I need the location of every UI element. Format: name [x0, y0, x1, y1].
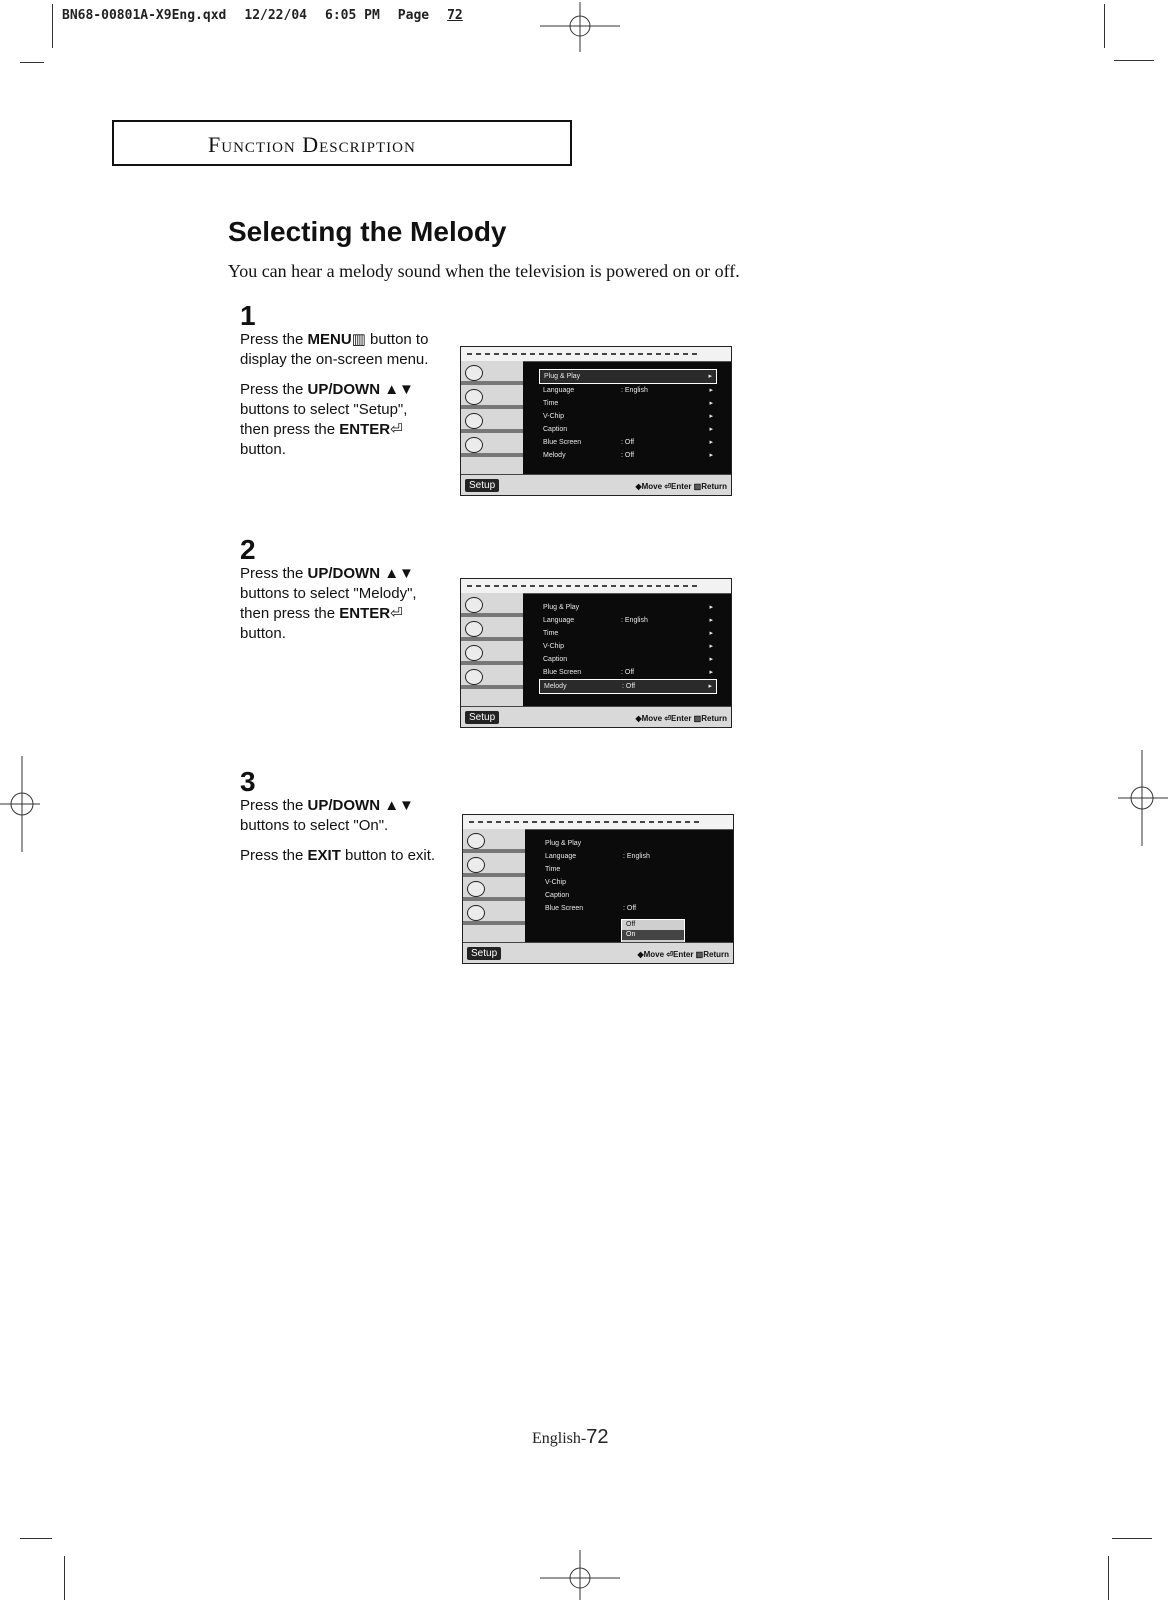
- osd-sidebar: [461, 361, 523, 475]
- tv-menu-screenshot: [460, 346, 732, 496]
- menu-row-blue-screen: Blue Screen : Off ▸: [543, 669, 713, 676]
- print-page-label: Page: [397, 8, 430, 23]
- channel-icon: [467, 905, 485, 921]
- osd-setup-label: Setup: [467, 947, 501, 960]
- menu-row-plug-and-play: Plug & Play: [545, 840, 582, 847]
- option-off: Off: [626, 921, 636, 928]
- menu-row-caption: Caption ▸: [543, 426, 713, 433]
- print-time: 6:05 PM: [325, 8, 380, 23]
- osd-hint: ◆Move ⏎Enter ▥Return: [637, 950, 729, 959]
- enter-button-icon: ⏎: [390, 421, 403, 438]
- channel-icon: [465, 437, 483, 453]
- osd-menu-list: [539, 601, 717, 694]
- crop-mark: [1104, 4, 1105, 48]
- menu-row-melody: Melody : Off ▸: [543, 452, 713, 459]
- osd-top-bar: [463, 815, 733, 830]
- melody-options-popup: [621, 919, 685, 943]
- print-date: 12/22/04: [244, 8, 307, 23]
- menu-row-blue-screen: Blue Screen : Off ▸: [543, 439, 713, 446]
- menu-row-v-chip: V-Chip ▸: [543, 413, 713, 420]
- osd-menu-list: [539, 369, 717, 462]
- osd-setup-label: Setup: [465, 479, 499, 492]
- step-number: 3: [240, 766, 256, 797]
- crop-mark: [1112, 1538, 1152, 1539]
- menu-row-blue-screen: Blue Screen : Off: [545, 905, 637, 912]
- step-text: Press the MENU▥ button to display the on-screen menu.: [240, 331, 429, 368]
- menu-button-icon: ▥: [351, 331, 366, 348]
- osd-top-bar: [461, 347, 731, 362]
- channel-icon: [465, 669, 483, 685]
- input-icon: [465, 365, 483, 381]
- page-number: English-72: [532, 1426, 609, 1448]
- sound-icon: [465, 645, 483, 661]
- menu-row-time: Time ▸: [543, 630, 713, 637]
- menu-row-language: Language : English ▸: [543, 617, 713, 624]
- print-page-num: 72: [447, 8, 463, 23]
- step-text: Press the UP/DOWN ▲▼ buttons to select "Melody", then press the ENTER⏎ button.: [240, 565, 417, 642]
- registration-mark-icon: [0, 756, 50, 852]
- menu-row-v-chip: V-Chip ▸: [543, 643, 713, 650]
- osd-top-bar: [461, 579, 731, 594]
- page-subtitle: You can hear a melody sound when the television is powered on or off.: [228, 261, 740, 281]
- osd-sidebar: [461, 593, 523, 707]
- osd-setup-label: Setup: [465, 711, 499, 724]
- menu-row-language: Language : English ▸: [543, 387, 713, 394]
- osd-hint: ◆Move ⏎Enter ▥Return: [635, 714, 727, 723]
- step-2: [240, 534, 440, 654]
- step-3: [240, 766, 440, 876]
- picture-icon: [467, 857, 485, 873]
- menu-row-plug-and-play: Plug & Play ▸: [543, 604, 713, 611]
- menu-row-caption: Caption: [545, 892, 570, 899]
- step-text: Press the UP/DOWN ▲▼ buttons to select "On".: [240, 797, 414, 834]
- step-1: [240, 300, 440, 470]
- crop-mark: [20, 1538, 52, 1539]
- osd-menu-list: [541, 837, 719, 915]
- menu-row-melody: Melody : Off ▸: [539, 679, 717, 694]
- step-number: 2: [240, 534, 256, 565]
- enter-button-icon: ⏎: [390, 605, 403, 622]
- sound-icon: [467, 881, 485, 897]
- page-title: Selecting the Melody: [228, 216, 507, 247]
- picture-icon: [465, 621, 483, 637]
- input-icon: [467, 833, 485, 849]
- registration-mark-icon: [540, 2, 620, 52]
- step-text: Press the UP/DOWN ▲▼ buttons to select "Setup", then press the ENTER⏎ button.: [240, 381, 414, 458]
- osd-hint: ◆Move ⏎Enter ▥Return: [635, 482, 727, 491]
- option-on: On: [622, 930, 684, 940]
- step-text: Press the EXIT button to exit.: [240, 847, 436, 864]
- crop-mark: [1114, 60, 1154, 61]
- menu-row-plug-and-play: Plug & Play ▸: [539, 369, 717, 384]
- menu-row-caption: Caption ▸: [543, 656, 713, 663]
- crop-mark: [1108, 1556, 1109, 1600]
- print-file: BN68-00801A-X9Eng.qxd: [62, 8, 227, 23]
- section-tab: Function Description: [112, 120, 572, 166]
- sound-icon: [465, 413, 483, 429]
- step-number: 1: [240, 300, 256, 331]
- registration-mark-icon: [540, 1550, 620, 1600]
- crop-mark: [64, 1556, 65, 1600]
- menu-row-time: Time: [545, 866, 561, 873]
- print-header: [62, 8, 481, 23]
- crop-mark: [52, 4, 53, 48]
- menu-row-language: Language : English: [545, 853, 650, 860]
- crop-mark: [20, 62, 44, 63]
- menu-row-time: Time ▸: [543, 400, 713, 407]
- tv-menu-screenshot: [462, 814, 734, 964]
- menu-row-v-chip: V-Chip: [545, 879, 567, 886]
- input-icon: [465, 597, 483, 613]
- tv-menu-screenshot: [460, 578, 732, 728]
- registration-mark-icon: [1112, 750, 1168, 846]
- picture-icon: [465, 389, 483, 405]
- osd-sidebar: [463, 829, 525, 943]
